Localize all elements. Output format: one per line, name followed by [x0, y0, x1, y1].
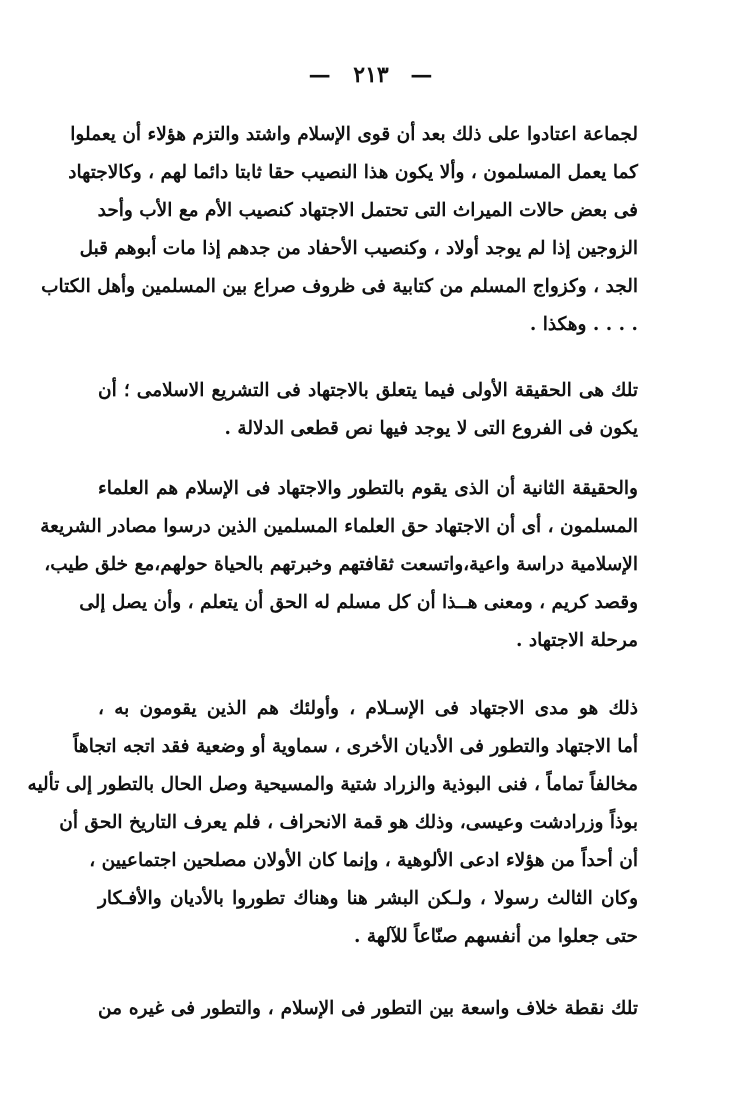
- text-line: فى بعض حالات الميراث التى تحتمل الاجتهاد كنصيب الأم مع الأب وأحد: [97, 200, 638, 221]
- text-line: . . . . وهكذا .: [529, 314, 638, 335]
- text-line: الجد ، وكزواج المسلم من كتابية فى ظروف صراع بين المسلمين وأهل الكتاب: [41, 276, 638, 297]
- page-number-header: [0, 62, 742, 88]
- text-line: أما الاجتهاد والتطور فى الأديان الأخرى ، سماوية أو وضعية فقد اتجه اتجاهاً: [73, 736, 638, 757]
- text-line: أن أحداً من هؤلاء ادعى الألوهية ، وإنما كان الأولان مصلحين اجتماعيين ،: [89, 850, 638, 871]
- text-line: تلك هى الحقيقة الأولى فيما يتعلق بالاجتهاد فى التشريع الاسلامى ؛ أن: [98, 380, 638, 401]
- text-line: المسلمون ، أى أن الاجتهاد حق العلماء المسلمين الذين درسوا مصادر الشريعة: [40, 516, 638, 537]
- text-line: الإسلامية دراسة واعية،واتسعت ثقافتهم وخبرتهم بالحياة حولهم،مع خلق طيب،: [44, 554, 638, 575]
- text-line: وكان الثالث رسولا ، ولـكن البشر هنا وهناك تطوروا بالأديان والأفـكار: [98, 888, 638, 909]
- paragraph-5: [98, 990, 638, 1028]
- text-line: كما يعمل المسلمون ، وألا يكون هذا النصيب حقا ثابتا دائما لهم ، وكالاجتهاد: [68, 162, 638, 183]
- text-line: الزوجين إذا لم يوجد أولاد ، وكنصيب الأحفاد من جدهم إذا مات أبوهم قبل: [79, 238, 638, 259]
- paragraph-3: [40, 470, 638, 660]
- paragraph-4: [27, 690, 638, 956]
- text-line: مخالفاً تماماً ، فنى البوذية والزراد شتية والمسيحية وصل الحال بالتطور إلى تأليه: [27, 774, 638, 795]
- text-line: والحقيقة الثانية أن الذى يقوم بالتطور والاجتهاد فى الإسلام هم العلماء: [98, 478, 638, 499]
- text-line: مرحلة الاجتهاد .: [515, 630, 638, 651]
- text-line: ذلك هو مدى الاجتهاد فى الإسـلام ، وأولئك هم الذين يقومون به ،: [98, 698, 638, 719]
- text-line: تلك نقطة خلاف واسعة بين التطور فى الإسلام ، والتطور فى غيره من: [98, 998, 638, 1019]
- page-number: ٢١٣: [353, 62, 389, 88]
- paragraph-1: [41, 116, 638, 344]
- left-dash: —: [308, 62, 332, 88]
- right-dash: —: [410, 62, 434, 88]
- text-line: يكون فى الفروع التى لا يوجد فيها نص قطعى الدلالة .: [224, 418, 638, 439]
- text-line: بوذاً وزرادشت وعيسى، وذلك هو قمة الانحراف ، فلم يعرف التاريخ الحق أن: [59, 812, 638, 833]
- paragraph-2: [98, 372, 638, 448]
- text-line: لجماعة اعتادوا على ذلك بعد أن قوى الإسلام واشتد والتزم هؤلاء أن يعملوا: [70, 124, 638, 145]
- text-line: حتى جعلوا من أنفسهم صنّاعاً للآلهة .: [353, 926, 638, 947]
- text-line: وقصد كريم ، ومعنى هــذا أن كل مسلم له الحق أن يتعلم ، وأن يصل إلى: [79, 592, 638, 613]
